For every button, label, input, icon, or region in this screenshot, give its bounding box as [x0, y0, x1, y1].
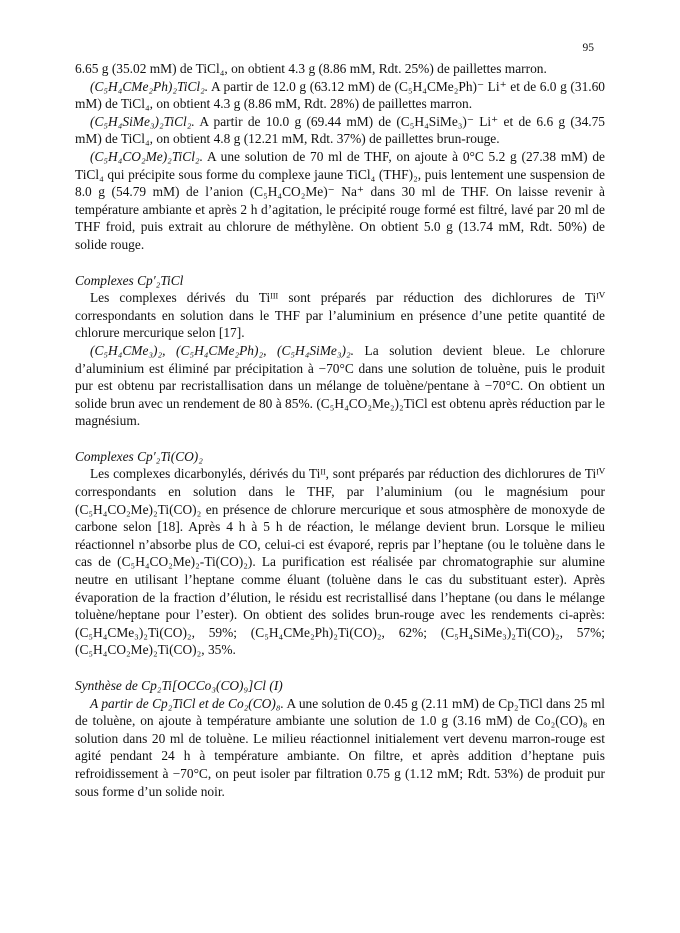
paragraph-lead: (C₅H₄CO₂Me)₂TiCl₂. — [90, 148, 203, 164]
paragraph — [75, 342, 605, 430]
paragraph — [75, 465, 605, 659]
paragraph-text: Les complexes dicarbonylés, dérivés du Tiᴵᴵ, sont préparés par réduction des dichlorures de Tiᴵⱽ correspondants en solution dans le THF, par l’aluminium (ou le magnésium pour (C₅H₄CO₂Me)₂Ti(CO)₂ en présence de chlorure mercurique et sous atmosphère de monoxyde de carbone selon [18]. Après 4 h à 5 h de réaction, le mélange devient brun. Lorsque le milieu réactionnel n’absorbe plus de CO, celui-ci est évaporé, repris par l’heptane (ou le toluène dans le cas de (C₅H₄CO₂Me)₂-Ti(CO)₂). La purification est réalisée par chromatographie sur alumine neutre en utilisant l’heptane comme éluant (toluène dans le cas du substituant ester). Après évaporation de la fraction d’élution, le résidu est recristallisé dans l’heptane (ou dans le mélange toluène/heptane pour l’ester). On obtient des solides brun-rouge avec les rendements ci-après: (C₅H₄CMe₃)₂Ti(CO)₂, 59%; (C₅H₄CMe₂Ph)₂Ti(CO)₂, 62%; (C₅H₄SiMe₃)₂Ti(CO)₂, 57%; (C₅H₄CO₂Me)₂Ti(CO)₂, 35%. — [75, 466, 605, 658]
paragraph — [75, 60, 605, 78]
paragraph-text: A une solution de 0.45 g (2.11 mM) de Cp₂TiCl dans 25 ml de toluène, on ajoute à température ambiante une solution de 1.0 g (3.16 mM) de Co₂(CO)₈ en solution dans 20 ml de toluène. Le milieu réactionnel initialement vert devenu marron-rouge est agité pendant 24 h à température ambiante. On filtre, et après addition d’heptane puis refroidissement à −70°C, on peut isoler par filtration 0.75 g (1.12 mM; Rdt. 53%) de produit pur sous forme d’un solide noir. — [75, 695, 606, 799]
paragraph-lead: (C₅H₄CMe₃)₂, (C₅H₄CMe₂Ph)₂, (C₅H₄SiMe₃)₂. — [90, 342, 354, 358]
section-heading: Complexes Cp′₂Ti(CO)₂ — [75, 448, 203, 464]
paragraph — [75, 78, 605, 113]
paragraph-text: A partir de 12.0 g (63.12 mM) de (C₅H₄CMe₂Ph)⁻ Li⁺ et de 6.0 g (31.60 mM) de TiCl₄, on obtient 4.3 g (8.86 mM, Rdt. 28%) de paillettes marron. — [75, 78, 605, 112]
paragraph — [75, 695, 605, 801]
paragraph — [75, 148, 605, 254]
paragraph-text: A une solution de 70 ml de THF, on ajoute à 0°C 5.2 g (27.38 mM) de TiCl₄ qui précipite sous forme du complexe jaune TiCl₄ (THF)₂, puis lentement une suspension de 8.0 g (54.79 mM) de l’anion (C₅H₄CO₂Me)⁻ Na⁺ dans 30 ml de THF. On laisse revenir à température ambiante et après 2 h d’agitation, le précipité rouge formé est filtré, lavé par 20 ml de THF froid, puis extrait au chlorure de méthylène. On obtient 5.0 g (13.74 mM, Rdt. 50%) de solide rouge. — [75, 148, 605, 252]
section-heading: Synthèse de Cp₂Ti[OCCo₃(CO)₉]Cl (I) — [75, 678, 283, 693]
paragraph-lead: (C₅H₄SiMe₃)₂TiCl₂. — [90, 113, 195, 129]
paragraph — [75, 113, 605, 148]
paragraph-text: 6.65 g (35.02 mM) de TiCl₄, on obtient 4.3 g (8.86 mM, Rdt. 25%) de paillettes marron. — [75, 61, 547, 76]
section-heading: Complexes Cp′₂TiCl — [75, 272, 184, 288]
paragraph-lead: (C₅H₄CMe₂Ph)₂TiCl₂. — [90, 78, 209, 94]
paragraph — [75, 289, 605, 342]
paragraph-text: Les complexes dérivés du Tiᴵᴵᴵ sont préparés par réduction des dichlorures de Tiᴵⱽ correspondants en solution dans le THF par l’aluminium en présence d’une petite quantité de chlorure mercurique selon [17]. — [75, 290, 605, 341]
paragraph-lead: A partir de Cp₂TiCl et de Co₂(CO)₈. — [90, 695, 284, 711]
paragraph-text: La solution devient bleue. Le chlorure d’aluminium est éliminé par précipitation à −70°C dans une solution de toluène, puis le produit pur est obtenu par recristallisation dans un mélange de toluène/pentane à −70°C. On obtient un solide brun avec un rendement de 80 à 85%. (C₅H₄CO₂Me₂)₂TiCl est obtenu après réduction par le magnésium. — [75, 342, 605, 429]
paragraph-text: A partir de 10.0 g (69.44 mM) de (C₅H₄SiMe₃)⁻ Li⁺ et de 6.6 g (34.75 mM) de TiCl₄, on obtient 4.8 g (12.21 mM, Rdt. 37%) de paillettes brun-rouge. — [75, 113, 605, 147]
document-body — [75, 60, 605, 800]
page-number: 95 — [582, 42, 594, 54]
